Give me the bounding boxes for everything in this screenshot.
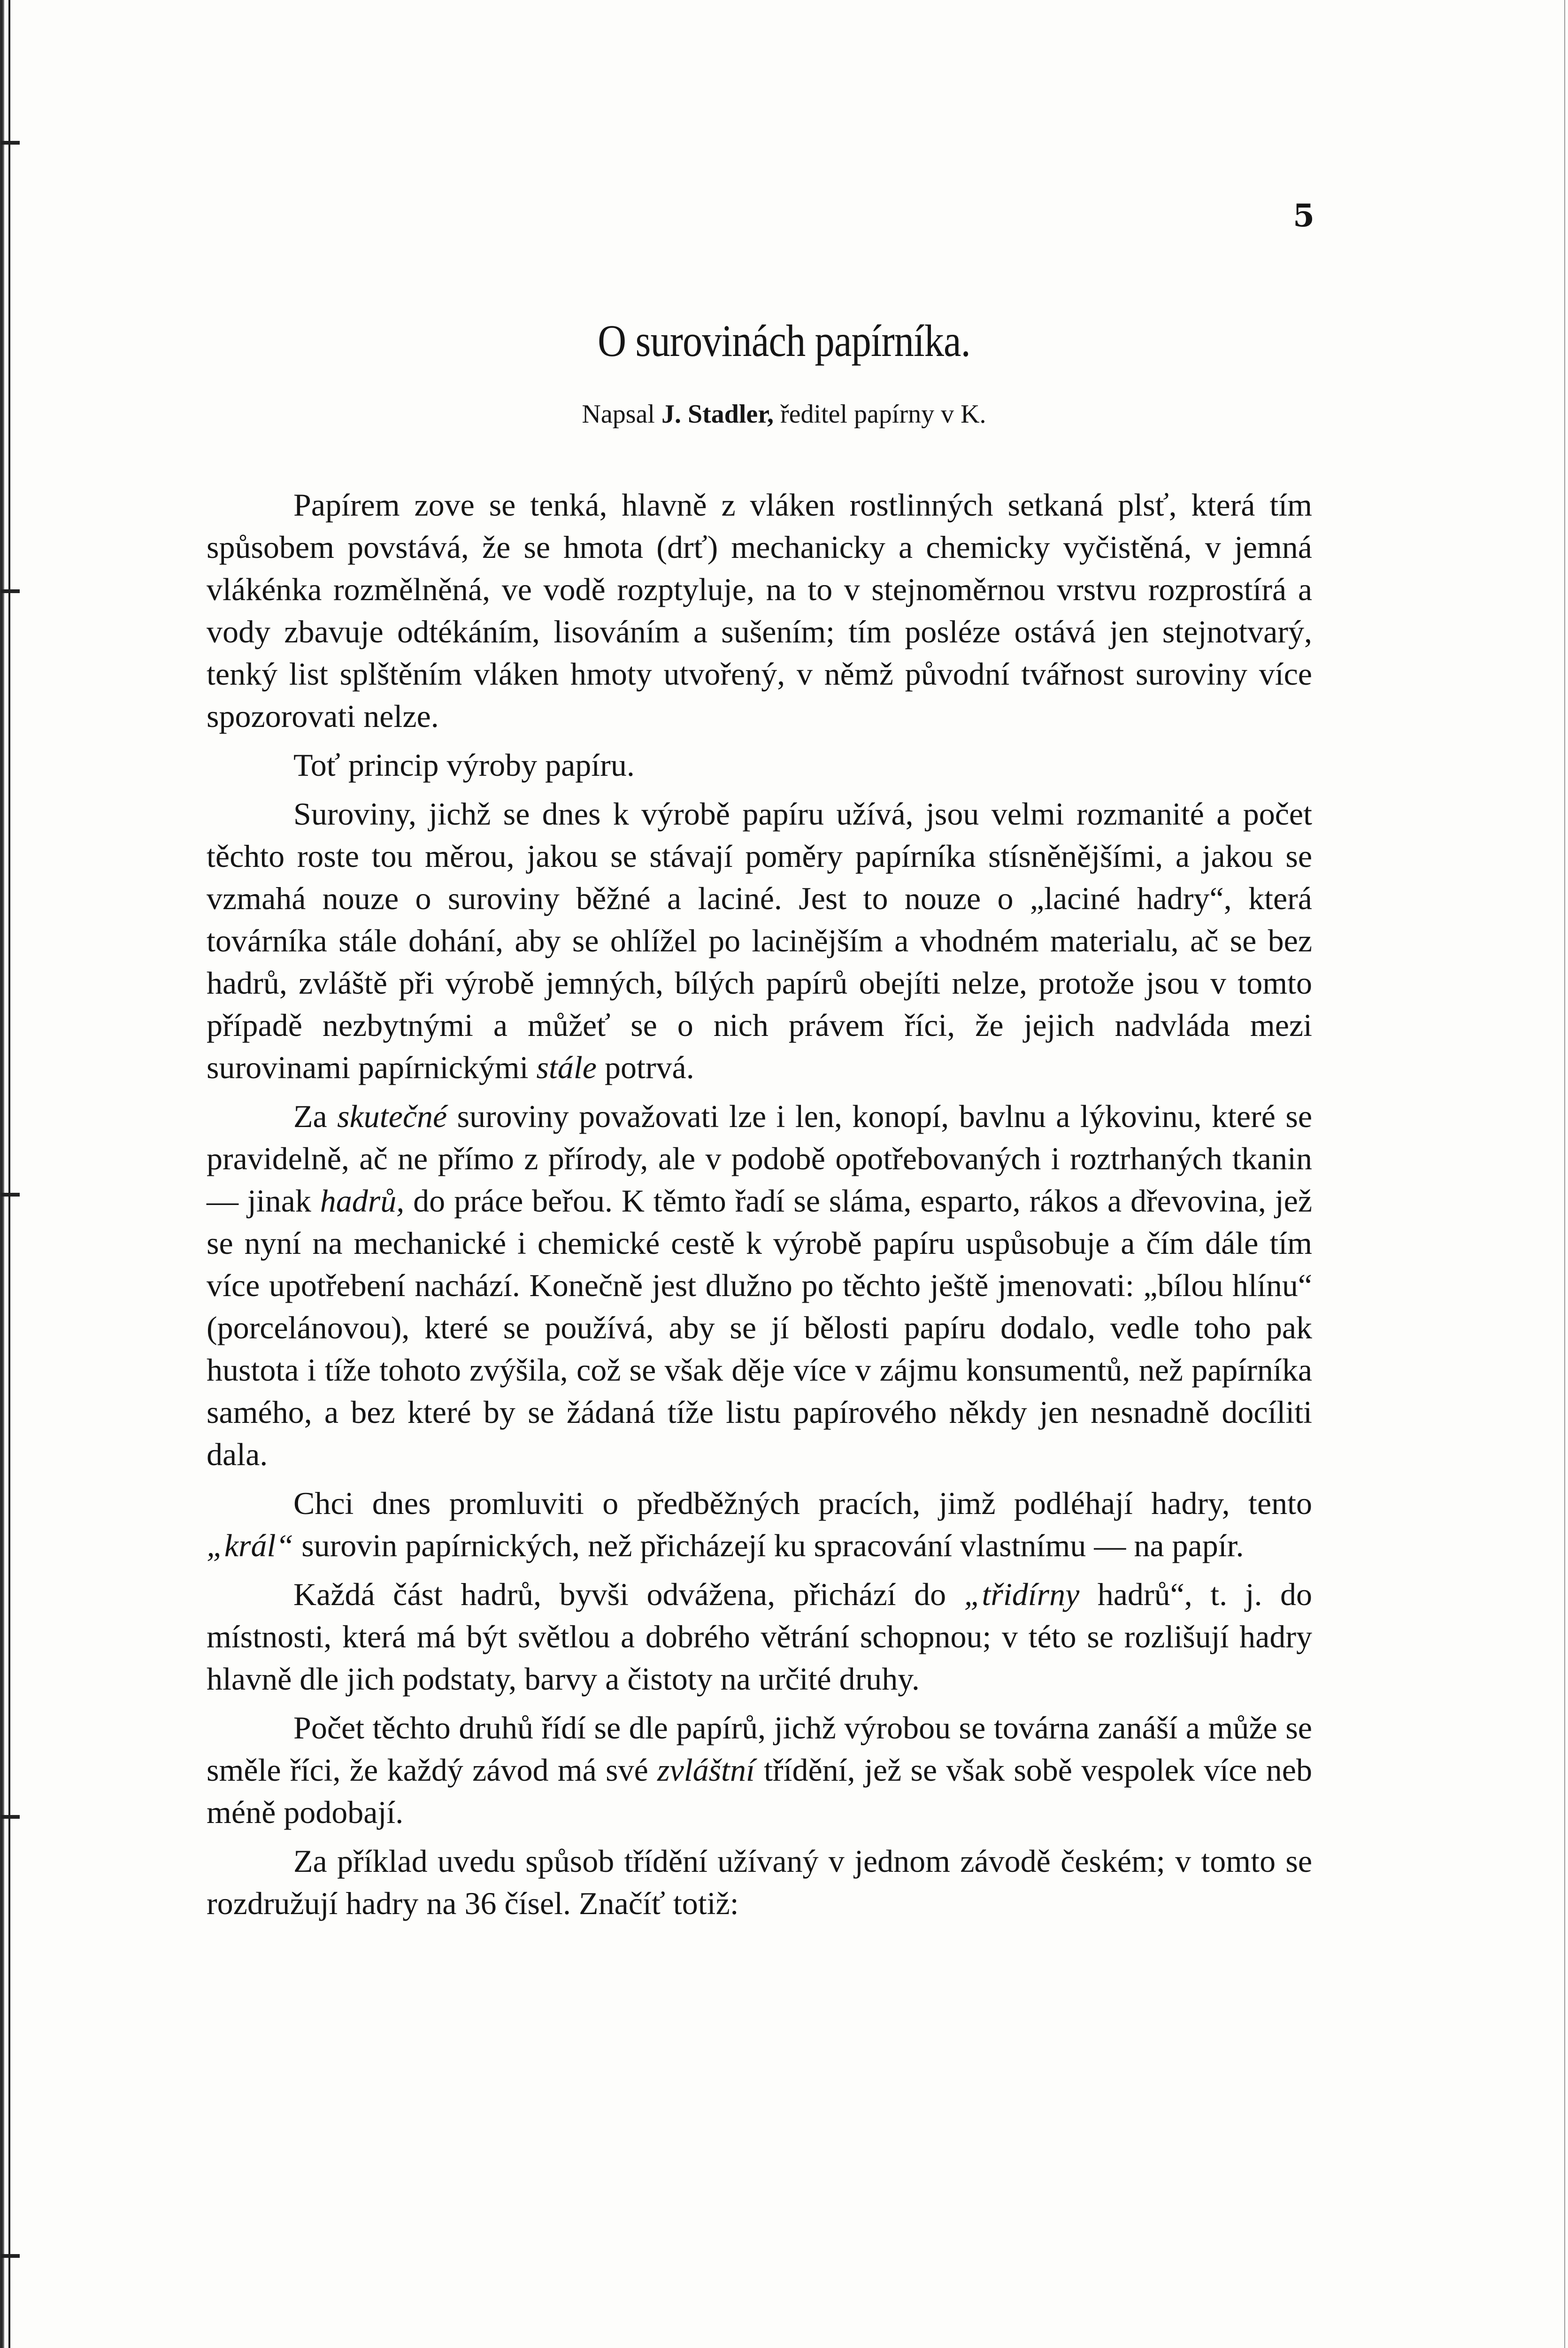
paragraph-text: Toť princip výroby papíru. — [293, 747, 635, 783]
paragraph-text: Počet těchto druhů řídí se dle papírů, jichž výrobou se továrna zanáší a může se směle říci, že každý závod má své — [207, 1710, 1312, 1788]
paragraph — [207, 793, 1312, 1089]
paragraph-text: Za — [293, 1098, 338, 1134]
emphasis: „třidírny — [964, 1576, 1080, 1612]
paragraph-text: surovin papírnických, než přicházejí ku spracování vlastnímu — na papír. — [293, 1528, 1244, 1563]
scan-edge-mark — [1, 2254, 20, 2258]
emphasis: skutečné — [337, 1098, 447, 1134]
paragraph-text: Chci dnes promluviti o předběžných pracích, jimž podléhají hadry, tento — [293, 1485, 1312, 1521]
article-body — [207, 484, 1312, 1931]
paragraph-text: Za příklad uvedu spůsob třídění užívaný v jednom závodě českém; v tomto se rozdružují hadry na 36 čísel. Značíť totiž: — [207, 1843, 1312, 1921]
paragraph — [207, 1573, 1312, 1700]
paragraph-text: Suroviny, jichž se dnes k výrobě papíru užívá, jsou velmi rozmanité a počet těchto roste tou měrou, jakou se stávají poměry papírníka stísněnějšími, a jakou se vzmahá nouze o suroviny běžné a laciné. Jest to nouze o „laciné hadry“, která továrníka stále dohání, aby se ohlížel po lacinějším a vhodném materialu, ač se bez hadrů, zvláště při výrobě jemných, bílých papírů obejíti nelze, protože jsou v tomto případě nezbytnými a můžeť se o nich právem říci, že jejich nadvláda mezi surovinami papírnickými — [207, 796, 1312, 1085]
paragraph-text: Papírem zove se tenká, hlavně z vláken rostlinných setkaná plsť, která tím spůsobem povstává, že se hmota (drť) mechanicky a chemicky vyčistěná, v jemná vlákénka rozmělněná, ve vodě rozptyluje, na to v stejnoměrnou vrstvu rozprostírá a vody zbavuje odtékáním, lisováním a sušením; tím posléze ostává jen stejnotvarý, tenký list splštěním vláken hmoty utvořený, v němž původní tvářnost suroviny více spozorovati nelze. — [207, 487, 1312, 734]
paragraph-text: do práce beřou. K těmto řadí se sláma, esparto, rákos a dřevovina, jež se nyní na mechanické i chemické cestě k výrobě papíru uspůsobuje a čím dále tím více upotřebení nachází. Konečně jest dlužno po těchto ještě jmenovati: „bílou hlínu“ (porcelánovou), které se používá, aby se jí bělosti papíru dodalo, vedle toho pak hustota i tíže tohoto zvýšila, což se však děje více v zájmu konsumentů, než papírníka samého, a bez které by se žádaná tíže listu papírového někdy jen nesnadně docíliti dala. — [207, 1183, 1313, 1472]
paragraph-text: suroviny považovati lze i len, konopí, bavlnu a lýkovinu, které se pravidelně, ač ne přímo z přírody, ale v podobě opotřebovaných i roztrhaných tkanin — jinak — [207, 1098, 1313, 1219]
scan-edge-mark — [1, 1815, 20, 1819]
scan-edge-mark — [1, 141, 20, 145]
paragraph-text: potrvá. — [596, 1050, 694, 1085]
emphasis: zvláštní — [657, 1752, 755, 1788]
emphasis: hadrů, — [320, 1183, 405, 1219]
paragraph — [207, 744, 1312, 786]
paragraph — [207, 1482, 1312, 1567]
byline — [0, 399, 1568, 429]
scan-edge-mark — [1, 589, 20, 593]
scan-left-edge — [0, 0, 13, 2348]
paragraph — [207, 484, 1312, 737]
article-title: O surovinách papírníka. — [598, 316, 970, 366]
byline-suffix: ředitel papírny v K. — [780, 400, 986, 429]
byline-prefix: Napsal — [582, 400, 655, 429]
scan-right-edge — [1561, 0, 1568, 2348]
paragraph — [207, 1840, 1312, 1924]
emphasis: stále — [536, 1050, 597, 1085]
paragraph-text: třídění, jež se však sobě vespolek více neb méně podobají. — [207, 1752, 1312, 1830]
paragraph-text: Každá část hadrů, byvši odvážena, přichází do — [293, 1576, 964, 1612]
paragraph — [207, 1707, 1312, 1833]
paragraph-text: hadrů“, t. j. do místnosti, která má být světlou a dobrého větrání schopnou; v této se rozlišují hadry hlavně dle jich podstaty, barvy a čistoty na určité druhy. — [207, 1576, 1312, 1697]
byline-author: J. Stadler, — [661, 400, 774, 429]
emphasis: „král“ — [207, 1528, 294, 1563]
scan-edge-mark — [1, 1193, 20, 1197]
paragraph — [207, 1095, 1312, 1475]
page-number: 5 — [1293, 197, 1314, 234]
